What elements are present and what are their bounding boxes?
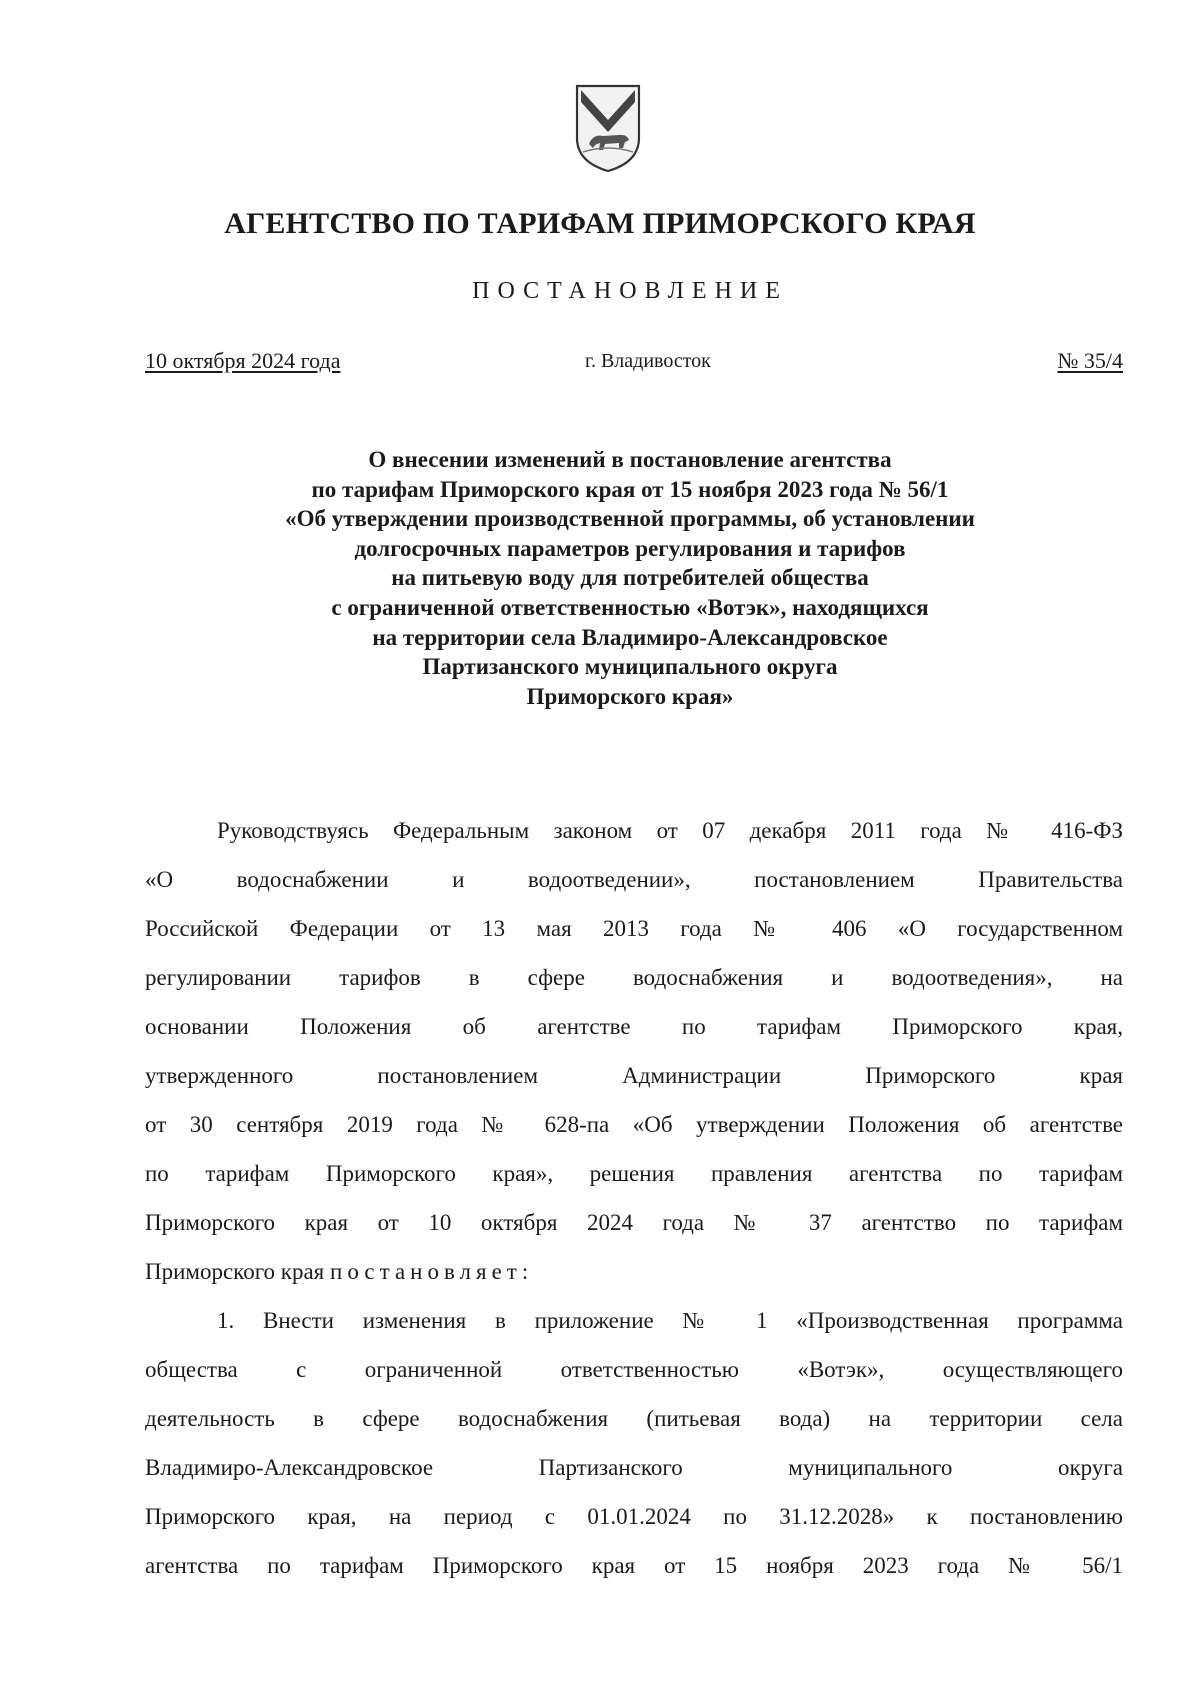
body-line: деятельность в сфере водоснабжения (питьевая вода) на территории села [145, 1406, 1123, 1431]
subject-line: О внесении изменений в постановление агентства [368, 447, 892, 472]
clause-1-paragraph [145, 1296, 1123, 1590]
document-city: г. Владивосток [585, 350, 711, 372]
body-line: общества с ограниченной ответственностью «Вотэк», осуществляющего [145, 1357, 1123, 1382]
document-date: 10 октября 2024 года [145, 348, 341, 373]
body-line: утвержденного постановлением Администрации Приморского края [145, 1063, 1123, 1088]
subject-line: Приморского края» [526, 683, 734, 709]
body-line: Приморского края, на период с 01.01.2024 по 31.12.2028» к постановлению [145, 1504, 1123, 1529]
body-line-prefix: Приморского края [145, 1259, 331, 1284]
document-body [145, 806, 1123, 1590]
body-line: Владимиро-Александровское Партизанского муниципального округа [145, 1455, 1123, 1480]
document-subject [180, 445, 1080, 711]
subject-line: Партизанского муниципального округа [422, 654, 838, 680]
primorsky-krai-coat-of-arms-icon [573, 82, 643, 174]
preamble-paragraph [145, 806, 1123, 1296]
subject-line: с ограниченной ответственностью «Вотэк», находящихся [331, 594, 929, 620]
decree-word: постановляет: [330, 1259, 534, 1284]
body-line: по тарифам Приморского края», решения правления агентства по тарифам [145, 1161, 1123, 1186]
subject-line: на питьевую воду для потребителей общества [391, 565, 869, 591]
body-line: агентства по тарифам Приморского края от 15 ноября 2023 года № 56/1 [145, 1553, 1123, 1578]
subject-line: по тарифам Приморского края от 15 ноября 2023 года № 56/1 [311, 476, 949, 502]
document-type: ПОСТАНОВЛЕНИЕ [472, 278, 788, 304]
subject-line: на территории села Владимиро-Александровское [372, 624, 888, 650]
body-line [145, 1247, 1123, 1296]
body-line: Приморского края от 10 октября 2024 года № 37 агентство по тарифам [145, 1210, 1123, 1235]
body-line: 1. Внести изменения в приложение № 1 «Производственная программа [217, 1308, 1123, 1333]
document-meta-row [145, 346, 1123, 376]
agency-title: АГЕНТСТВО ПО ТАРИФАМ ПРИМОРСКОГО КРАЯ [224, 207, 976, 240]
body-line: от 30 сентября 2019 года № 628-па «Об утверждении Положения об агентстве [145, 1112, 1123, 1137]
body-line: Российской Федерации от 13 мая 2013 года № 406 «О государственном [145, 916, 1123, 941]
body-line: основании Положения об агентстве по тарифам Приморского края, [145, 1014, 1123, 1039]
subject-line: «Об утверждении производственной программы, об установлении [285, 506, 975, 532]
subject-line: долгосрочных параметров регулирования и тарифов [354, 535, 906, 561]
document-number: № 35/4 [1057, 348, 1123, 373]
body-line: «О водоснабжении и водоотведении», постановлением Правительства [145, 867, 1123, 892]
body-line: регулировании тарифов в сфере водоснабжения и водоотведения», на [145, 965, 1123, 990]
body-line: Руководствуясь Федеральным законом от 07 декабря 2011 года № 416-ФЗ [217, 818, 1123, 843]
